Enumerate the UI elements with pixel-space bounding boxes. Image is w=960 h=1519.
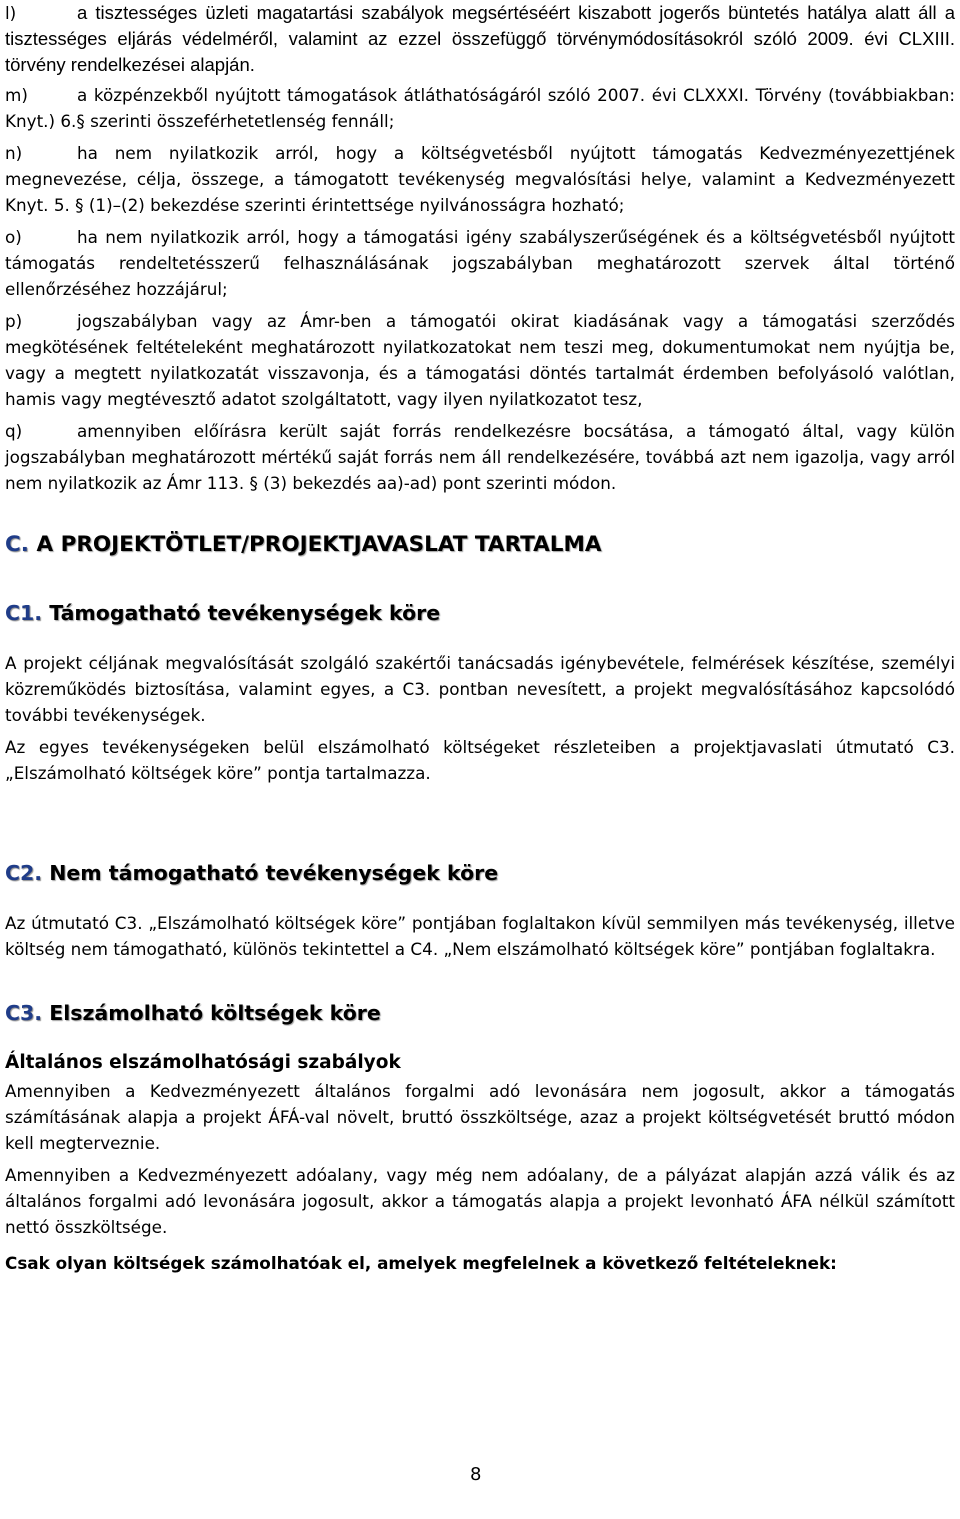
- section-number: C.: [5, 532, 29, 557]
- item-text: a közpénzekből nyújtott támogatások átláthatóságáról szóló 2007. évi CLXXXI. Törvény (továbbiakban: Knyt.) 6.§ szerinti összeférhetetlenség fennáll;: [5, 85, 955, 131]
- document-page: [5, 0, 955, 1276]
- item-text: ha nem nyilatkozik arról, hogy a költségvetésből nyújtott támogatás Kedvezményezettjének megnevezése, célja, összege, a támogatott tevékenység megvalósítási helye, valamint a Kedvezményezett Knyt. 5. § (1)–(2) bekezdése szerinti érintettsége nyilvánosságra hozható;: [5, 143, 955, 215]
- section-c-heading: [5, 530, 955, 560]
- list-item-o: [5, 224, 955, 302]
- section-number: C3.: [5, 1001, 43, 1025]
- item-label: n): [5, 143, 23, 163]
- item-text: a tisztességes üzleti magatartási szabályok megsértéséért kiszabott jogerős büntetés hatálya alatt áll a tisztességes eljárás védelméről, valamint az ezzel összefüggő törvénymódosításokról szóló 2009. évi CLXIII. törvény rendelkezései alapján.: [5, 2, 955, 75]
- list-item-q: [5, 418, 955, 496]
- item-text: ha nem nyilatkozik arról, hogy a támogatási igény szabályszerűségének és a költségvetésből nyújtott támogatás rendeltetésszerű felhasználásának jogszabályban meghatározott szervek által történő ellenőrzéséhez hozzájárul;: [5, 227, 955, 299]
- item-label: o): [5, 227, 22, 247]
- item-label: p): [5, 311, 23, 331]
- c3-paragraph-3: Csak olyan költségek számolhatóak el, amelyek megfelelnek a következő feltételeknek:: [5, 1253, 837, 1273]
- item-label: q): [5, 421, 23, 441]
- section-title: Támogatható tevékenységek köre: [49, 601, 441, 625]
- list-item-m: [5, 82, 955, 134]
- c2-paragraph-1: Az útmutató C3. „Elszámolható költségek köre” pontjában foglaltakon kívül semmilyen más tevékenység, illetve költség nem támogatható, különös tekintettel a C4. „Nem elszámolható költségek köre” pontjában foglaltakra.: [5, 913, 955, 959]
- c3-paragraph-1: Amennyiben a Kedvezményezett általános forgalmi adó levonására nem jogosult, akkor a támogatás számításának alapja a projekt ÁFÁ-val növelt, bruttó összköltsége, azaz a projekt költségvetését bruttó módon kell megterveznie.: [5, 1081, 955, 1153]
- section-number: C2.: [5, 861, 43, 885]
- c2-heading: [5, 858, 955, 888]
- c1-paragraph-1: A projekt céljának megvalósítását szolgáló szakértői tanácsadás igénybevétele, felmérések készítése, személyi közreműködés biztosítása, valamint egyes, a C3. pontban nevesített, a projekt megvalósításához kapcsolódó további tevékenységek.: [5, 653, 955, 725]
- c3-paragraph-2: Amennyiben a Kedvezményezett adóalany, vagy még nem adóalany, de a pályázat alapján azzá válik és az általános forgalmi adó levonására jogosult, akkor a támogatás alapja a projekt levonható ÁFA nélkül számított nettó összköltsége.: [5, 1165, 955, 1237]
- item-label: m): [5, 85, 28, 105]
- list-item-n: [5, 140, 955, 218]
- section-title: A PROJEKTÖTLET/PROJEKTJAVASLAT TARTALMA: [36, 532, 602, 557]
- c3-subtitle: Általános elszámolhatósági szabályok: [5, 1052, 401, 1073]
- c1-heading: [5, 598, 955, 628]
- item-label: l): [5, 3, 17, 23]
- list-item-l: [5, 0, 955, 78]
- c3-heading: [5, 998, 955, 1028]
- c1-paragraph-2: Az egyes tevékenységeken belül elszámolható költségeket részleteiben a projektjavaslati útmutató C3. „Elszámolható költségek köre” pontja tartalmazza.: [5, 737, 955, 783]
- item-text: jogszabályban vagy az Ámr-ben a támogatói okirat kiadásának vagy a támogatási szerződés megkötésének feltételeként meghatározott nyilatkozatokat nem teszi meg, dokumentumokat nem nyújtja be, vagy a megtett nyilatkozatát visszavonja, és a támogatási döntés tartalmát érdemben befolyásoló valótlan, hamis vagy megtévesztő adatot szolgáltatott, vagy ilyen nyilatkozatot tesz,: [5, 311, 955, 409]
- section-title: Elszámolható költségek köre: [49, 1001, 381, 1025]
- section-title: Nem támogatható tevékenységek köre: [49, 861, 499, 885]
- page-number: 8: [470, 1464, 482, 1485]
- list-item-p: [5, 308, 955, 412]
- section-number: C1.: [5, 601, 43, 625]
- item-text: amennyiben előírásra került saját forrás rendelkezésre bocsátása, a támogató által, vagy külön jogszabályban meghatározott mértékű saját forrás nem áll rendelkezésére, továbbá azt nem igazolja, vagy arról nem nyilatkozik az Ámr 113. § (3) bekezdés aa)-ad) pont szerinti módon.: [5, 421, 955, 493]
